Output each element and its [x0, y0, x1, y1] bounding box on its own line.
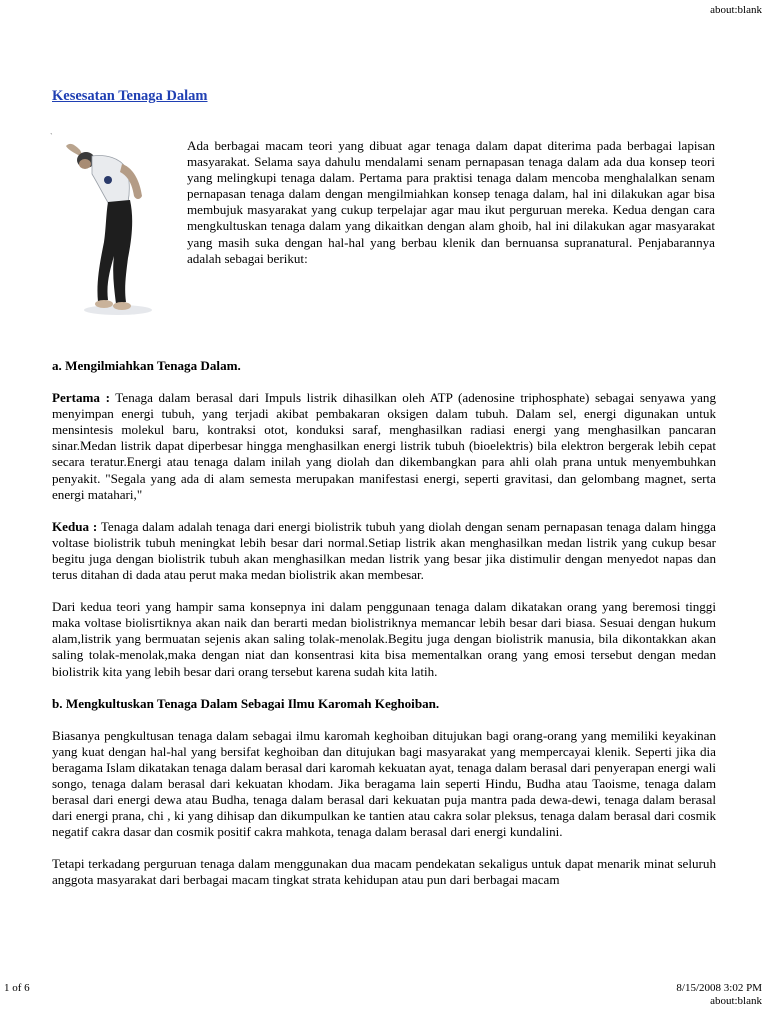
article-title-link[interactable]: Kesesatan Tenaga Dalam [52, 88, 208, 104]
person-bending-image [58, 138, 170, 318]
pertama-label: Pertama : [52, 390, 110, 406]
section-a-paragraph-2 [52, 519, 716, 583]
section-a-paragraph-1 [52, 390, 716, 503]
intro-paragraph: Ada berbagai macam teori yang dibuat agar tenaga dalam dapat diterima pada berbagai lapisan masyarakat. Selama saya dahulu mendalami senam pernapasan tenaga dalam ada dua konsep teori yang melingkupi tenaga dalam. Pertama para praktisi tenaga dalam mencoba menghalalkan senam pernapasan tenaga dalam dengan mengilmiahkan konsep tenaga dalam, hal ini dilakukan agar bisa membujuk masyarakat yang cukup terpelajar agar mau ikut perguruan mereka. Kedua dengan cara mengkultuskan tenaga dalam yang dikaitkan dengan alam ghoib, hal ini dilakukan agar masyarakat yang masih suka dengan hal-hal yang berbau klenik dan bernuansa supranatural. Penjabarannya adalah sebagai berikut: [187, 138, 715, 266]
kedua-text: Tenaga dalam adalah tenaga dari energi biolistrik tubuh yang diolah dengan senam pernapasan tenaga dalam hingga voltase biolistrik tubuh meningkat lebih besar dari normal.Setiap listrik akan menghasilkan medan listrik yang cukup besar begitu juga dengan biolistrik tubuh akan menghasilkan medan listrik yang besar jika distimulir dengan menyedot napas dan terus ditahan di dada atau perut maka medan biolistrik akan membesar. [52, 518, 716, 583]
section-b-heading: b. Mengkultuskan Tenaga Dalam Sebagai Ilmu Karomah Keghoiban. [52, 695, 440, 711]
kedua-label: Kedua : [52, 518, 98, 534]
pertama-text: Tenaga dalam berasal dari Impuls listrik dihasilkan oleh ATP (adenosine triphosphate) sebagai senyawa yang menyimpan energi tubuh, yang terjadi akibat pembakaran oksigen dalam tubuh. Dalam sel, energi digunakan untuk mensintesis molekul baru, kontraksi otot, konduksi saraf, menghasilkan radiasi energi yang menghasilkan pancaran sinar.Medan listrik dapat diperbesar hingga menghasilkan energi listrik tubuh (bioelektris) bila elektron bergerak lebih cepat secara teratur.Energi atau tenaga dalam inilah yang diolah dan dikembangkan para ahli olah prana untuk menyembuhkan penyakit. "Segala yang ada di alam semesta merupakan manifestasi energi, seperti gravitasi, dan gelombang magnet, serta energi matahari," [52, 390, 716, 502]
print-datetime: 8/15/2008 3:02 PM [676, 982, 762, 994]
section-b-paragraph-2: Tetapi terkadang perguruan tenaga dalam menggunakan dua macam pendekatan sekaligus untuk dapat menarik minat seluruh anggota masyarakat dari berbagai macam tingkat strata kehidupan atau pun dari berbagai macam [52, 856, 716, 888]
header-url: about:blank [710, 4, 762, 16]
page-counter: 1 of 6 [4, 982, 30, 994]
section-b-paragraph-1: Biasanya pengkultusan tenaga dalam sebagai ilmu karomah keghoiban ditujukan bagi orang-orang yang memiliki keyakinan yang kuat dengan hal-hal yang bersifat keghoiban dan ditujukan bagi masyarakat yang mempercayai klenik. Seperti jika dia beragama Islam dikatakan tenaga dalam berasal dari karomah kekuatan ayat, tenaga dalam berasal dari penyerapan energi wali songo, tenaga dalam berasal dari kekuatan khodam. Jika beragama lain seperti Hindu, Budha atau Taoisme, tenaga dalam berasal dari energi dewa atau Budha, tenaga dalam berasal dari kekuatan puja mantra pada dewa-dewi, tenaga dalam berasal dari energi prana, chi , ki yang dihisap dan dikumpulkan ke tantien atau cakra solar pleksus, tenaga dalam berasal dari cosmik negatif cakra dasar dan cosmik positif cakra mahkota, tenaga dalam berasal dari energi kundalini. [52, 727, 716, 840]
footer-url: about:blank [710, 995, 762, 1007]
article-body [52, 358, 716, 905]
stray-mark: ` [50, 132, 53, 141]
section-a-paragraph-3: Dari kedua teori yang hampir sama konsepnya ini dalam penggunaan tenaga dalam dikatakan orang yang beremosi tinggi maka voltase biolisrtiknya akan naik dan berarti medan biolistriknya memancar lebih besar dari biasa. Sesuai dengan hukum alam,listrik yang bermuatan sejenis akan saling tolak-menolak.Begitu juga dengan biolistrik manusia, bila dikontakkan akan saling tolak-menolak,maka dengan niat dan konsentrasi kita bisa mementalkan orang yang emosi tersebut dengan medan biolistrik kita yang lebih besar dari orang tersebut karena sudah kita latih. [52, 599, 716, 679]
footer-info [676, 982, 762, 1008]
section-a-heading: a. Mengilmiahkan Tenaga Dalam. [52, 358, 241, 373]
